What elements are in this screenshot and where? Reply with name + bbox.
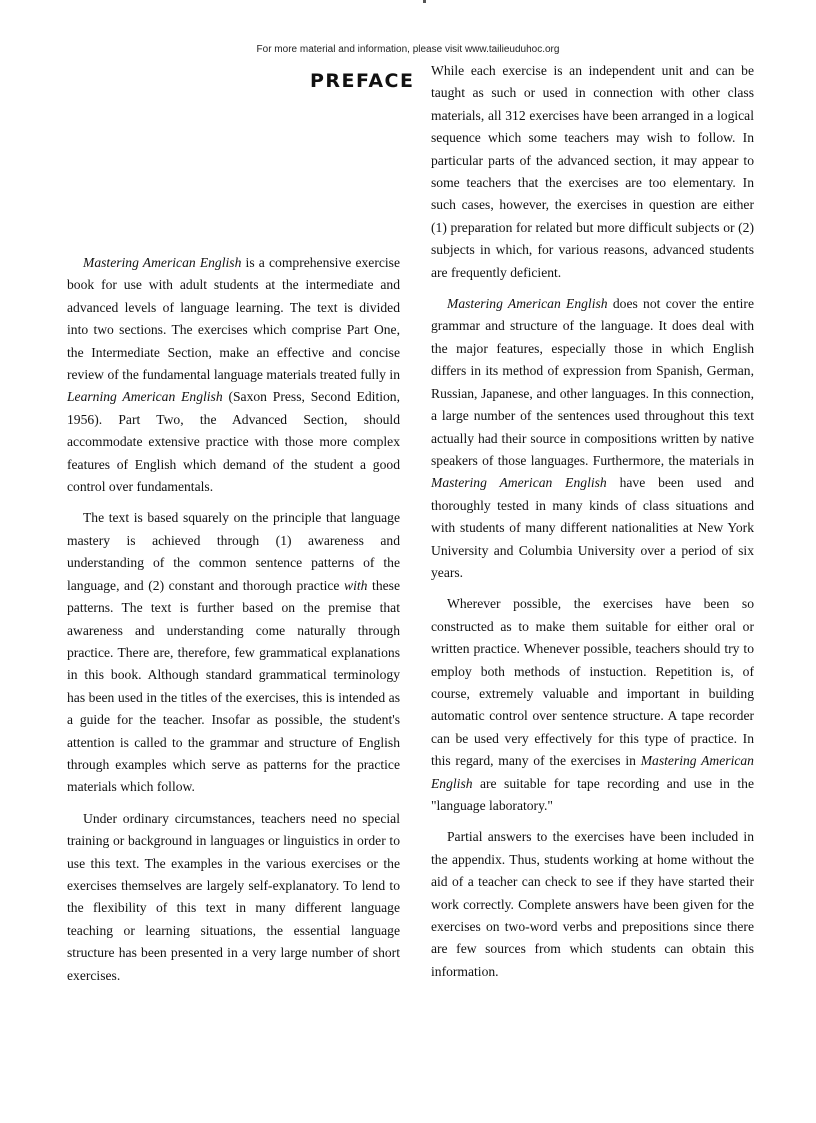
right-paragraph-2: Mastering American English does not cover the entire grammar and structure of the language. It does deal with the major features, especially those in which English differs in its method of expression from Spanish, German, Russian, Japanese, and other languages. In this connection, a large number of the sentences used throughout this text actually had their source in compositions written by native speakers of those languages. Furthermore, the materials in Mastering American English have been used and thoroughly tested in many kinds of class situations and with students of many different nationalities at New York University and Columbia University over a period of six years. <box>431 296 754 580</box>
right-paragraph-1: While each exercise is an independent unit and can be taught as such or used in connection with other class materials, all 312 exercises have been arranged in a logical sequence which some teachers may wish to follow. In particular parts of the advanced section, it may appear to some teachers that the exercises are too elementary. In such cases, however, the exercises in question are either (1) preparation for related but more difficult subjects or (2) subjects in which, for various reasons, advanced students are frequently deficient. <box>431 63 754 280</box>
right-column <box>431 60 754 983</box>
header-note: For more material and information, please visit www.tailieuduhoc.org <box>256 44 560 55</box>
left-column <box>67 252 400 987</box>
book-title: Mastering American English <box>431 753 754 791</box>
book-title: Mastering American English <box>83 255 242 270</box>
emphasis: with <box>344 577 368 593</box>
book-title: Mastering American English <box>431 475 607 491</box>
book-title: Learning American English <box>67 389 223 405</box>
book-title: Mastering American English <box>447 296 608 312</box>
left-paragraph-2: The text is based squarely on the principle that language mastery is achieved through (1) awareness and understanding of the common sentence patterns of the language, and (2) constant and thorough practice with these patterns. The text is further based on the premise that awareness and understanding come naturally through practice. There are, therefore, few grammatical explanations in this book. Although standard grammatical terminology has been used in the titles of the exercises, this is intended as a guide for the teacher. Insofar as possible, the student's attention is called to the grammar and structure of English through examples which serve as patterns for the practice materials which follow. <box>67 510 400 795</box>
scan-mark <box>423 0 426 3</box>
left-paragraph-1: Mastering American English is a comprehensive exercise book for use with adult students at the intermediate and advanced levels of language learning. The text is divided into two sections. The exercises which comprise Part One, the Intermediate Section, make an effective and concise review of the fundamental language materials treated fully in Learning American English (Saxon Press, Second Edition, 1956). Part Two, the Advanced Section, should accommodate extensive practice with those more complex features of English which demand of the student a good control over fundamentals. <box>67 255 400 495</box>
left-paragraph-3: Under ordinary circumstances, teachers need no special training or background in languages or linguistics in order to use this text. The examples in the various exercises or the exercises themselves are largely self-explanatory. To lend to the flexibility of this text in many different language teaching or learning situations, the essential language structure has been presented in a very large number of short exercises. <box>67 810 400 983</box>
right-paragraph-3: Wherever possible, the exercises have been so constructed as to make them suitable for either oral or written practice. Whenever possible, teachers should try to employ both methods of instuction. Repetition is, of course, extremely valuable and important in building automatic control over sentence structure. A tape recorder can be used very effectively for this type of practice. In this regard, many of the exercises in Mastering American English are suitable for tape recording and use in the "language laboratory." <box>431 596 754 813</box>
right-paragraph-4: Partial answers to the exercises have been included in the appendix. Thus, students working at home without the aid of a teacher can check to see if they have started their work correctly. Complete answers have been given for the exercises on two-word verbs and prepositions since there are few sources from which students can obtain this information. <box>431 829 754 979</box>
page-title: PREFACE <box>310 70 415 92</box>
